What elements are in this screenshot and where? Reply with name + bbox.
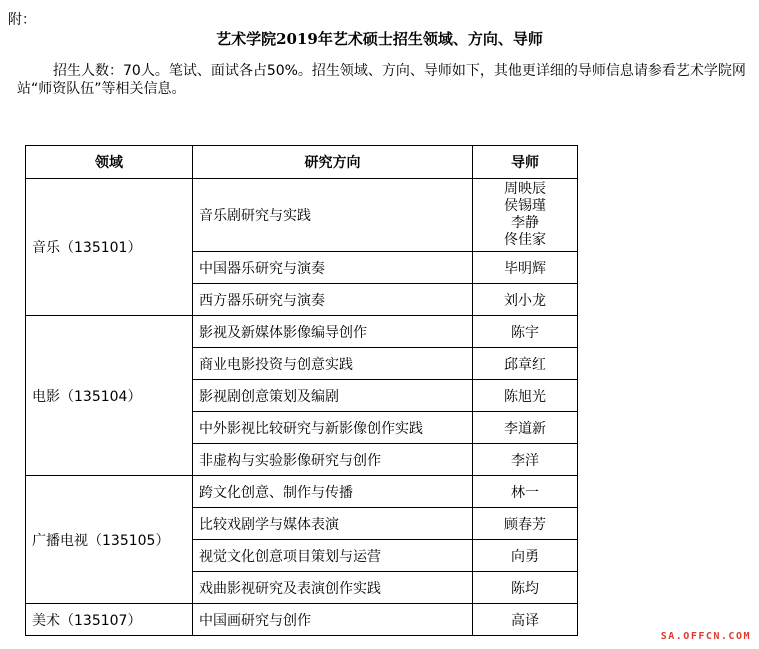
table-row [26,604,578,636]
field-cell: 美术（135107） [26,604,193,636]
direction-cell: 中外影视比较研究与新影像创作实践 [193,412,473,444]
supervisor-cell: 毕明辉 [473,252,578,284]
direction-cell: 中国画研究与创作 [193,604,473,636]
table-row [26,476,578,508]
site-watermark: SA.OFFCN.COM [660,631,751,642]
supervisor-name: 周映辰 [504,181,546,197]
direction-cell: 戏曲影视研究及表演创作实践 [193,572,473,604]
direction-cell: 中国器乐研究与演奏 [193,252,473,284]
supervisor-cell: 李道新 [473,412,578,444]
supervisor-cell: 陈旭光 [473,380,578,412]
direction-cell: 跨文化创意、制作与传播 [193,476,473,508]
field-cell: 广播电视（135105） [26,476,193,604]
table-row [26,316,578,348]
annex-label: 附： [8,12,36,28]
table-header-row [26,146,578,179]
direction-cell: 西方器乐研究与演奏 [193,284,473,316]
direction-cell: 比较戏剧学与媒体表演 [193,508,473,540]
page-title: 艺术学院2019年艺术硕士招生领域、方向、导师 [216,30,543,48]
supervisor-cell: 陈宇 [473,316,578,348]
supervisor-cell: 陈均 [473,572,578,604]
admissions-table [25,145,578,636]
supervisor-name: 佟佳家 [504,232,546,248]
header-field: 领域 [26,146,193,179]
supervisor-name: 侯锡瑾 [504,198,546,214]
header-supervisor: 导师 [473,146,578,179]
direction-cell: 商业电影投资与创意实践 [193,348,473,380]
supervisor-cell: 邱章红 [473,348,578,380]
direction-cell: 音乐剧研究与实践 [193,179,473,252]
supervisor-cell: 林一 [473,476,578,508]
supervisor-cell: 高译 [473,604,578,636]
direction-cell: 影视剧创意策划及编剧 [193,380,473,412]
direction-cell: 影视及新媒体影像编导创作 [193,316,473,348]
supervisor-cell [473,179,578,252]
supervisor-name: 李静 [511,215,539,231]
table-row [26,179,578,252]
field-cell: 音乐（135101） [26,179,193,316]
header-direction: 研究方向 [193,146,473,179]
direction-cell: 非虚构与实验影像研究与创作 [193,444,473,476]
supervisor-cell: 李洋 [473,444,578,476]
direction-cell: 视觉文化创意项目策划与运营 [193,540,473,572]
field-cell: 电影（135104） [26,316,193,476]
supervisor-cell: 顾春芳 [473,508,578,540]
supervisor-cell: 向勇 [473,540,578,572]
supervisor-cell: 刘小龙 [473,284,578,316]
intro-paragraph: 招生人数：70人。笔试、面试各占50%。招生领域、方向、导师如下，其他更详细的导师信息请参看艺术学院网站“师资队伍”等相关信息。 [17,63,746,97]
